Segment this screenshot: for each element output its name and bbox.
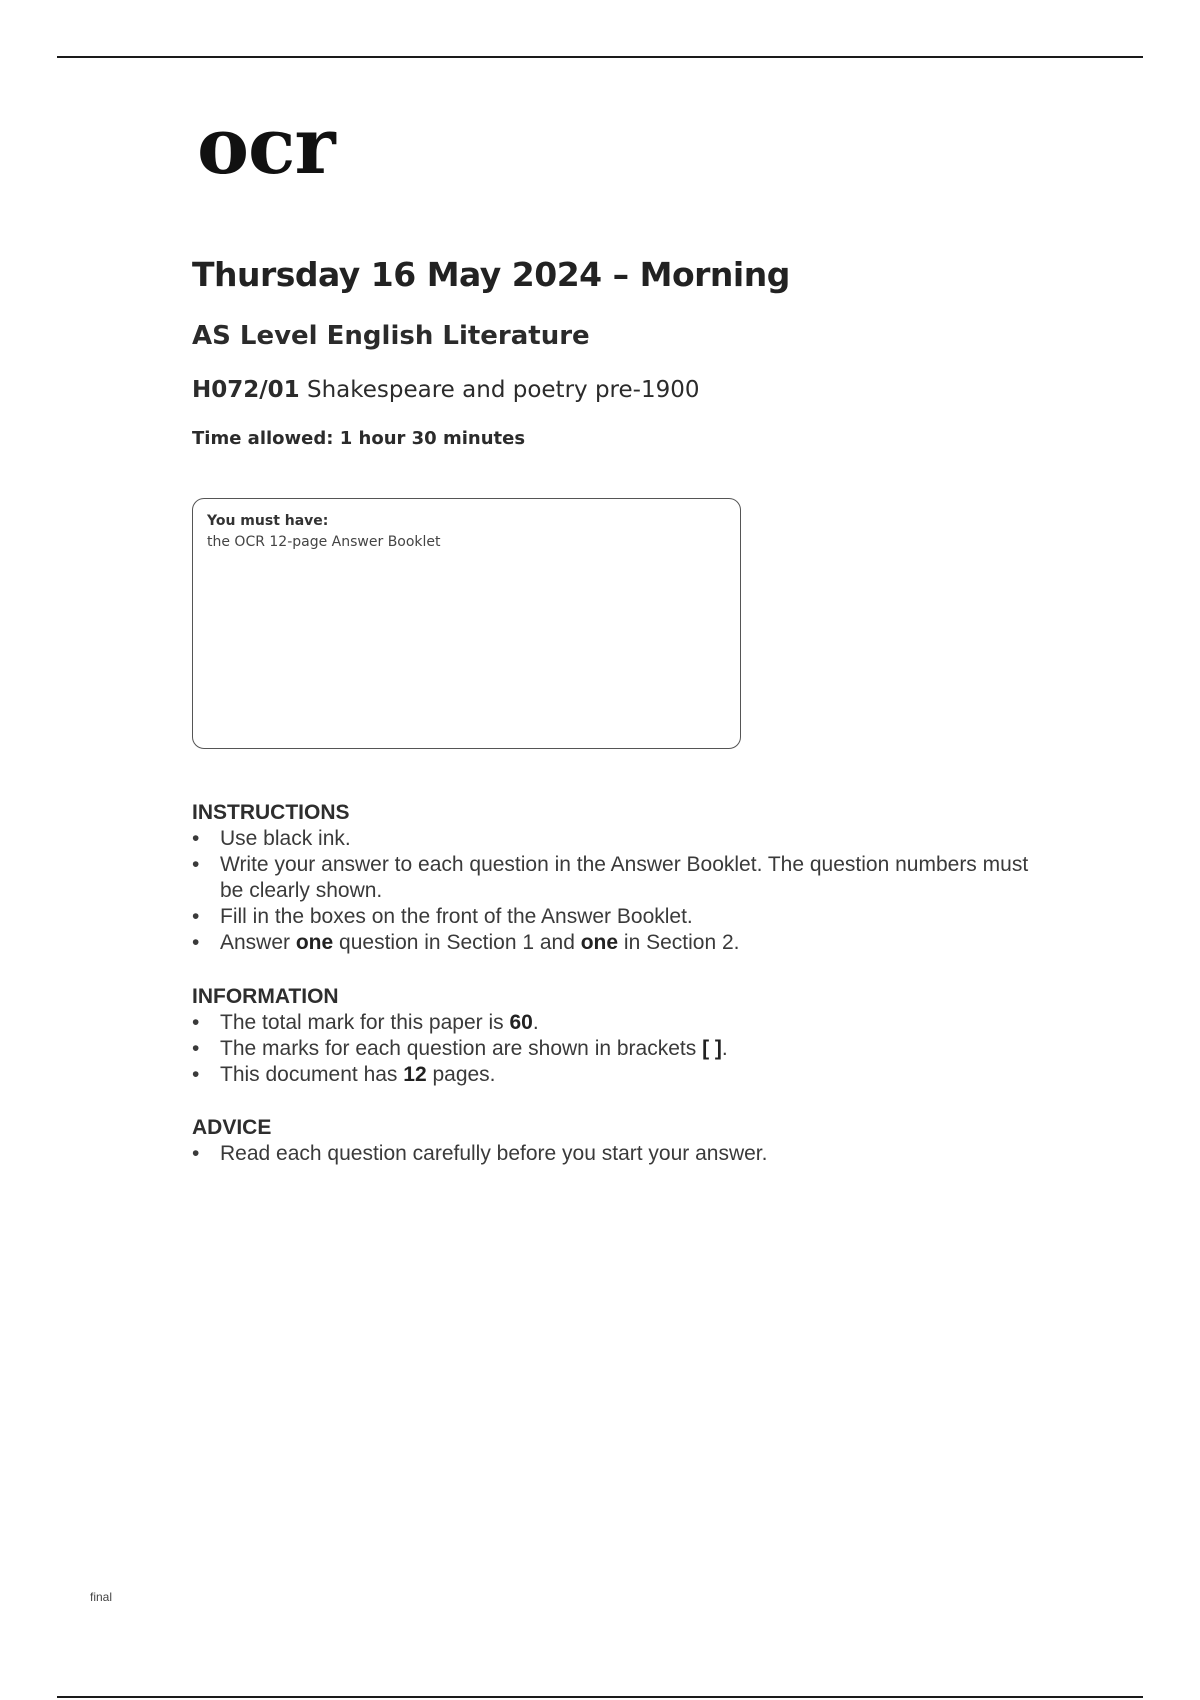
emphasis-text: one	[295, 931, 334, 954]
bullet-icon: •	[192, 1037, 200, 1060]
you-must-have-box	[192, 498, 741, 749]
list-item	[192, 1036, 1052, 1062]
paper-title	[192, 377, 699, 403]
top-rule	[57, 56, 1143, 58]
instructions-heading: INSTRUCTIONS	[192, 801, 350, 824]
bullet-icon: •	[192, 1011, 200, 1034]
you-must-have-item: the OCR 12-page Answer Booklet	[207, 534, 441, 550]
emphasis-text: one	[580, 931, 619, 954]
paper-name: Shakespeare and poetry pre-1900	[306, 377, 700, 403]
list-item-text: .	[532, 1011, 539, 1034]
list-item-text: The marks for each question are shown in brackets	[220, 1037, 703, 1060]
list-item	[192, 1062, 1052, 1088]
bullet-icon: •	[192, 853, 200, 876]
list-item	[192, 904, 1052, 930]
bullet-icon: •	[192, 905, 200, 928]
list-item-text: The total mark for this paper is	[220, 1011, 510, 1034]
information-heading: INFORMATION	[192, 985, 339, 1008]
information-section	[192, 984, 1052, 1088]
instructions-list	[192, 826, 1052, 956]
page-count-value: 12	[403, 1063, 427, 1086]
list-item	[192, 1010, 1052, 1036]
total-mark-value: 60	[509, 1011, 533, 1034]
list-item-text: Read each question carefully before you start your answer.	[220, 1142, 768, 1165]
list-item	[192, 826, 1052, 852]
you-must-have-heading: You must have:	[207, 513, 329, 529]
list-item-text: Write your answer to each question in the Answer Booklet. The question numbers must be clearly shown.	[220, 853, 1029, 902]
bullet-icon: •	[192, 1142, 200, 1165]
list-item-text: question in Section 1 and	[333, 931, 581, 954]
instructions-section	[192, 800, 1052, 956]
list-item	[192, 852, 1052, 904]
footer-mark: final	[90, 1590, 113, 1604]
list-item	[192, 1141, 1052, 1167]
bullet-icon: •	[192, 931, 200, 954]
list-item-text: in Section 2.	[618, 931, 740, 954]
list-item-text: Fill in the boxes on the front of the Answer Booklet.	[220, 905, 693, 928]
exam-date-title: Thursday 16 May 2024 – Morning	[192, 255, 790, 294]
list-item-text: Use black ink.	[220, 827, 351, 850]
bullet-icon: •	[192, 1063, 200, 1086]
list-item	[192, 930, 1052, 956]
advice-list	[192, 1141, 1052, 1167]
advice-heading: ADVICE	[192, 1116, 272, 1139]
time-allowed: Time allowed: 1 hour 30 minutes	[192, 428, 526, 449]
bullet-icon: •	[192, 827, 200, 850]
list-item-text: Answer	[220, 931, 296, 954]
list-item-text: This document has	[220, 1063, 404, 1086]
bottom-rule	[57, 1696, 1143, 1698]
list-item-text: pages.	[426, 1063, 496, 1086]
brackets-symbol: [ ]	[702, 1037, 722, 1060]
qualification-level: AS Level English Literature	[192, 321, 590, 351]
advice-section	[192, 1115, 1052, 1167]
paper-code: H072/01	[192, 377, 300, 403]
list-item-text: .	[721, 1037, 728, 1060]
ocr-logo: ocr	[197, 101, 335, 192]
information-list	[192, 1010, 1052, 1088]
